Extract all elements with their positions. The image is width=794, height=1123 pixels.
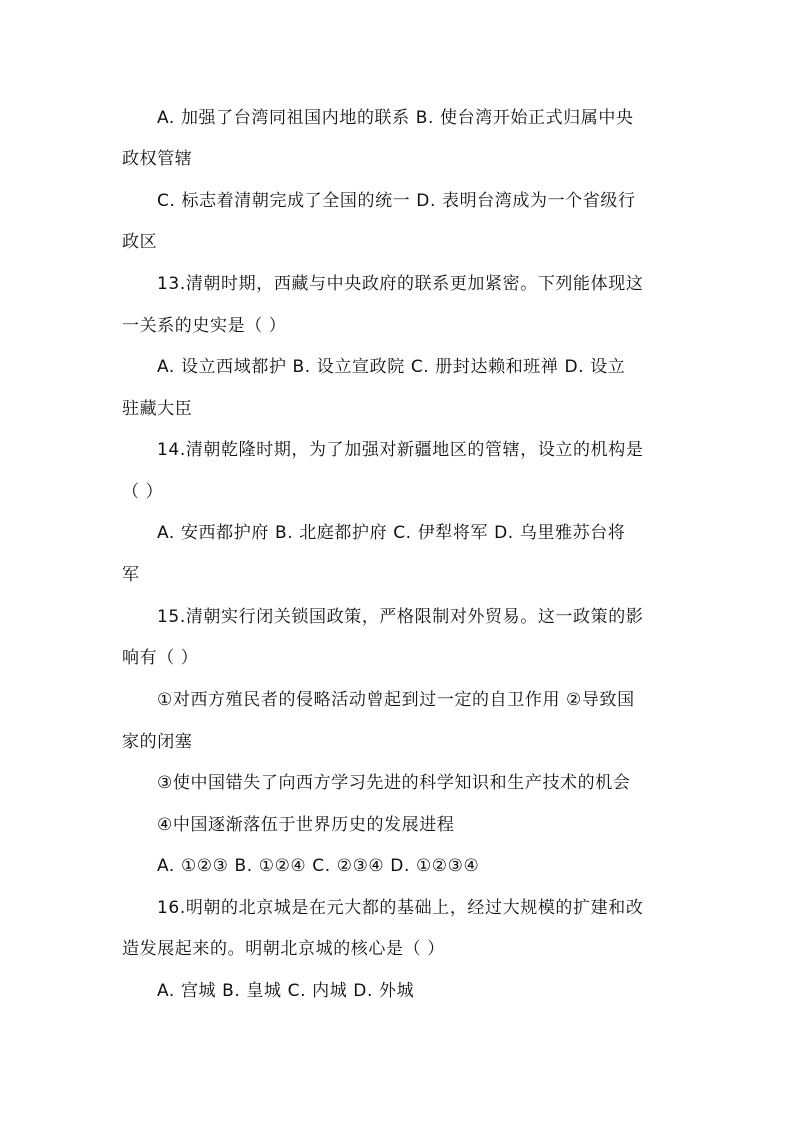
question-15-line-2: 响有（ ） (122, 648, 199, 668)
question-15-statement-1-line-1: ①对西方殖民者的侵略活动曾起到过一定的自卫作用 ②导致国 (157, 690, 635, 710)
question-13-options-line-1: A. 设立西域都护 B. 设立宣政院 C. 册封达赖和班禅 D. 设立 (157, 357, 626, 377)
question-15-statement-3: ③使中国错失了向西方学习先进的科学知识和生产技术的机会 (157, 773, 631, 793)
question-13-line-2: 一关系的史实是（ ） (122, 316, 287, 336)
question-16-line-2: 造发展起来的。明朝北京城的核心是（ ） (122, 939, 445, 959)
q12-options-line-4: 政区 (122, 232, 158, 252)
question-13-options-line-2: 驻藏大臣 (122, 399, 193, 419)
q12-options-line-2: 政权管辖 (122, 149, 193, 169)
question-13-line-1: 13.清朝时期，西藏与中央政府的联系更加紧密。下列能体现这 (157, 274, 644, 294)
question-15-statement-1-line-2: 家的闭塞 (122, 732, 193, 752)
question-15-options: A. ①②③ B. ①②④ C. ②③④ D. ①②③④ (157, 856, 480, 876)
question-14-options-line-2: 军 (122, 565, 140, 585)
question-14-line-2: （ ） (122, 482, 164, 502)
q12-options-line-3: C. 标志着清朝完成了全国的统一 D. 表明台湾成为一个省级行 (157, 191, 636, 211)
question-14-options-line-1: A. 安西都护府 B. 北庭都护府 C. 伊犁将军 D. 乌里雅苏台将 (157, 523, 626, 543)
question-16-options: A. 宫城 B. 皇城 C. 内城 D. 外城 (157, 981, 415, 1001)
q12-options-line-1: A. 加强了台湾同祖国内地的联系 B. 使台湾开始正式归属中央 (157, 108, 634, 128)
question-15-line-1: 15.清朝实行闭关锁国政策，严格限制对外贸易。这一政策的影 (157, 607, 644, 627)
question-14-line-1: 14.清朝乾隆时期，为了加强对新疆地区的管辖，设立的机构是 (157, 440, 644, 460)
question-15-statement-4: ④中国逐渐落伍于世界历史的发展进程 (157, 815, 455, 835)
question-16-line-1: 16.明朝的北京城是在元大都的基础上，经过大规模的扩建和改 (157, 898, 644, 918)
